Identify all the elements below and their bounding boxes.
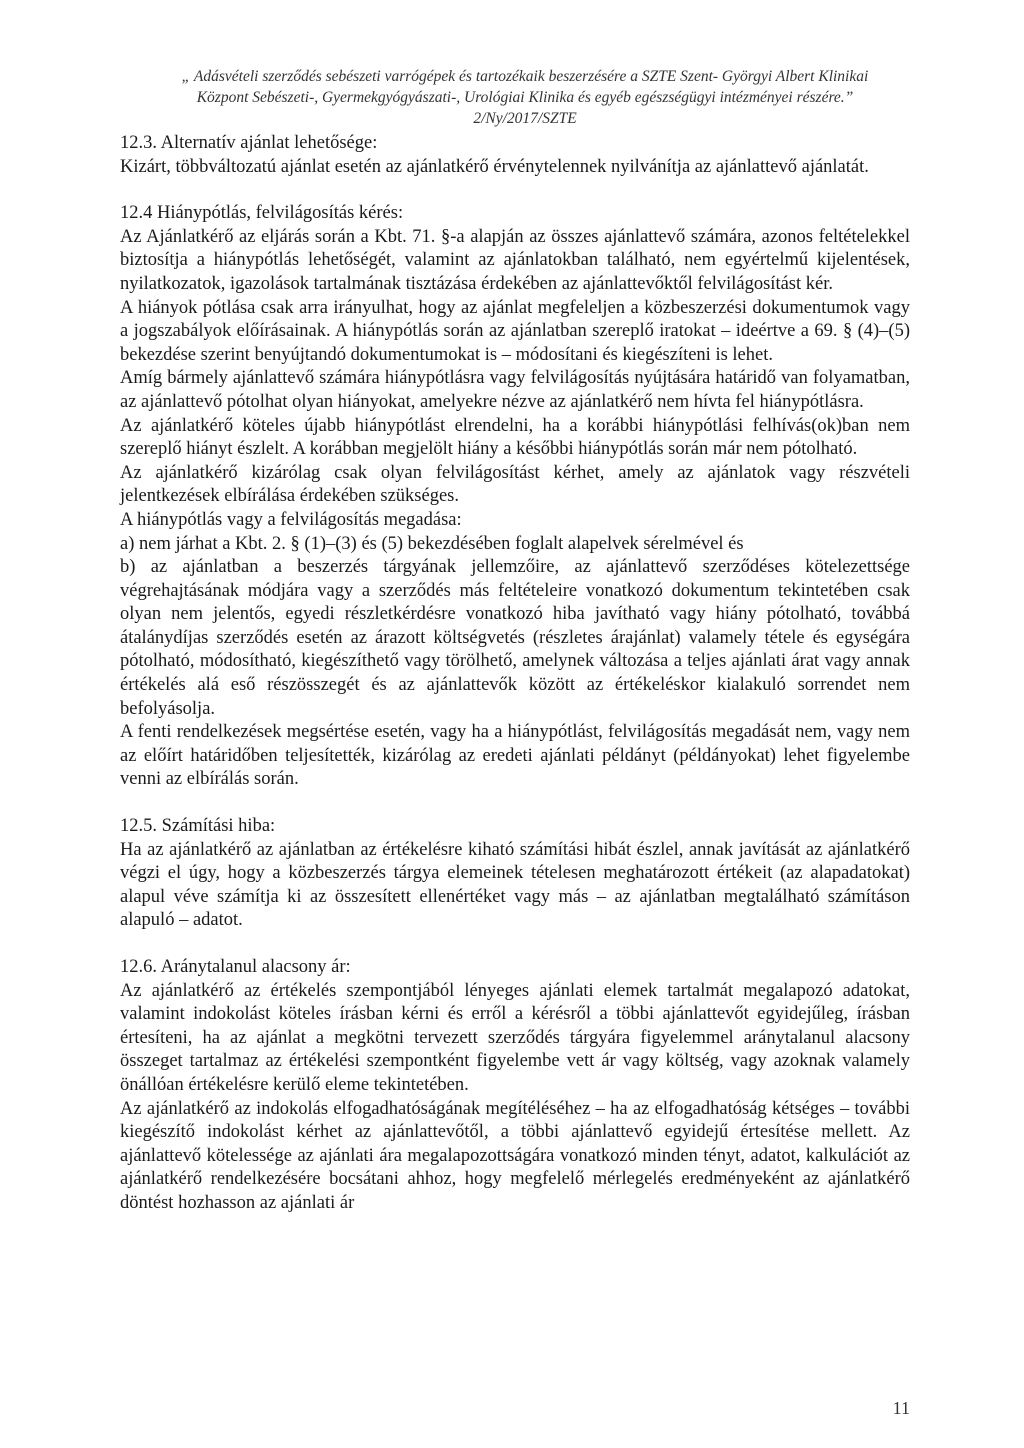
paragraph: A fenti rendelkezések megsértése esetén, vagy ha a hiánypótlást, felvilágosítás megadását nem, vagy nem az előírt határidőben teljesítették, kizárólag az eredeti ajánlati példányt (példányokat) lehet figyelembe venni az elbírálás során. xyxy=(120,722,910,790)
paragraph: Az ajánlatkérő köteles újabb hiánypótlást elrendelni, ha a korábbi hiánypótlási felhívás(ok)ban nem szereplő hiányt észlelt. A korábban megjelölt hiány a későbbi hiánypótlás során már nem pótolható. xyxy=(120,415,910,460)
header-line-2: Központ Sebészeti-, Gyermekgyógyászati-, Urológiai Klinika és egyéb egészségügyi intézményei részére.” xyxy=(196,89,854,106)
paragraph: Az Ajánlatkérő az eljárás során a Kbt. 71. §-a alapján az összes ajánlattevő számára, azonos feltételekkel biztosítja a hiánypótlás lehetőségét, valamint az ajánlatokban található, nem egyértelmű kijelentések, nyilatkozatok, igazolások tartalmának tisztázása érdekében az ajánlattevőktől felvilágosítást kér. xyxy=(120,226,910,294)
section-12-3 xyxy=(120,132,910,179)
section-heading: 12.4 Hiánypótlás, felvilágosítás kérés: xyxy=(120,203,404,224)
document-header xyxy=(110,66,940,129)
section-12-5 xyxy=(120,815,910,933)
paragraph: Amíg bármely ajánlattevő számára hiánypótlásra vagy felvilágosítás nyújtására határidő van folyamatban, az ajánlattevő pótolhat olyan hiányokat, amelyekre nézve az ajánlatkérő nem hívta fel hiánypótlásra. xyxy=(120,368,910,412)
document-body xyxy=(120,132,910,1216)
header-line-1: „ Adásvételi szerződés sebészeti varrógépek és tartozékaik beszerzésére a SZTE Szent- Györgyi Albert Klinikai xyxy=(181,68,869,85)
paragraph: Az ajánlatkérő kizárólag csak olyan felvilágosítást kérhet, amely az ajánlatok vagy részvételi jelentkezések elbírálása érdekében szükséges. xyxy=(120,462,910,507)
header-reference-number: 2/Ny/2017/SZTE xyxy=(473,110,577,127)
paragraph: A hiánypótlás vagy a felvilágosítás megadása: xyxy=(120,509,462,530)
paragraph: Az ajánlatkérő az értékelés szempontjából lényeges ajánlati elemek tartalmát megalapozó adatokat, valamint indokolást köteles írásban kérni és erről a kérésről a többi ajánlattevőt egyidejűleg, írásban értesíteni, ha az ajánlat a megkötni tervezett szerződés tárgyára figyelemmel aránytalanul alacsony összeget tartalmaz az értékelési szempontként figyelembe vett ár vagy költség, vagy azoknak valamely önállóan értékelésre kerülő eleme tekintetében. xyxy=(120,980,910,1095)
paragraph: Kizárt, többváltozatú ajánlat esetén az ajánlatkérő érvénytelennek nyilvánítja az ajánlattevő ajánlatát. xyxy=(120,156,869,177)
section-heading: 12.6. Aránytalanul alacsony ár: xyxy=(120,957,351,977)
section-heading: 12.5. Számítási hiba: xyxy=(120,816,276,837)
paragraph: Az ajánlatkérő az indokolás elfogadhatóságának megítéléséhez – ha az elfogadhatóság kétséges – további kiegészítő indokolást kérhet az ajánlattevőtől, a többi ajánlattevő egyidejű értesítése mellett. Az ajánlattevő kötelessége az ajánlati ára megalapozottságára vonatkozó minden tényt, adatot, kalkulációt az ajánlatkérő rendelkezésére bocsátani ahhoz, hogy megfelelő mérlegelés eredményeként az ajánlatkérő döntést hozhasson az ajánlati ár xyxy=(120,1098,910,1213)
list-item-b: b) az ajánlatban a beszerzés tárgyának jellemzőire, az ajánlattevő szerződéses kötelezettsége végrehajtásának módjára vagy a szerződés más feltételeire vonatkozó dokumentum tekintetében csak olyan nem jelentős, egyedi részletkérdésre vonatkozó hiba javítható vagy hiány pótolható, továbbá átalánydíjas szerződés esetén az árazott költségvetés (részletes árajánlat) valamely tétele és egységára pótolható, módosítható, kiegészíthető vagy törölhető, amelynek változása a teljes ajánlati árat vagy annak értékelés alá eső részösszegét és az ajánlattevők között az értékeléskor kialakuló sorrendet nem befolyásolja. xyxy=(120,557,910,719)
section-12-4 xyxy=(120,202,910,792)
section-12-6 xyxy=(120,956,910,1216)
section-heading: 12.3. Alternatív ajánlat lehetősége: xyxy=(120,133,378,153)
list-item-a: a) nem járhat a Kbt. 2. § (1)–(3) és (5) bekezdésében foglalt alapelvek sérelmével és xyxy=(120,533,744,554)
paragraph: Ha az ajánlatkérő az ajánlatban az értékelésre kiható számítási hibát észlel, annak javítását az ajánlatkérő végzi el úgy, hogy a közbeszerzés tárgya elemeinek tételesen meghatározott értékeit (az alapadatokat) alapul véve számítja ki az összesített ellenértéket vagy más – az ajánlatban megtalálható számításon alapuló – adatot. xyxy=(120,839,910,931)
page-number: 11 xyxy=(892,1398,910,1418)
paragraph: A hiányok pótlása csak arra irányulhat, hogy az ajánlat megfeleljen a közbeszerzési dokumentumok vagy a jogszabályok előírásainak. A hiánypótlás során az ajánlatban szereplő iratokat – ideértve a 69. § (4)–(5) bekezdése szerint benyújtandó dokumentumokat is – módosítani és kiegészíteni is lehet. xyxy=(120,297,910,365)
